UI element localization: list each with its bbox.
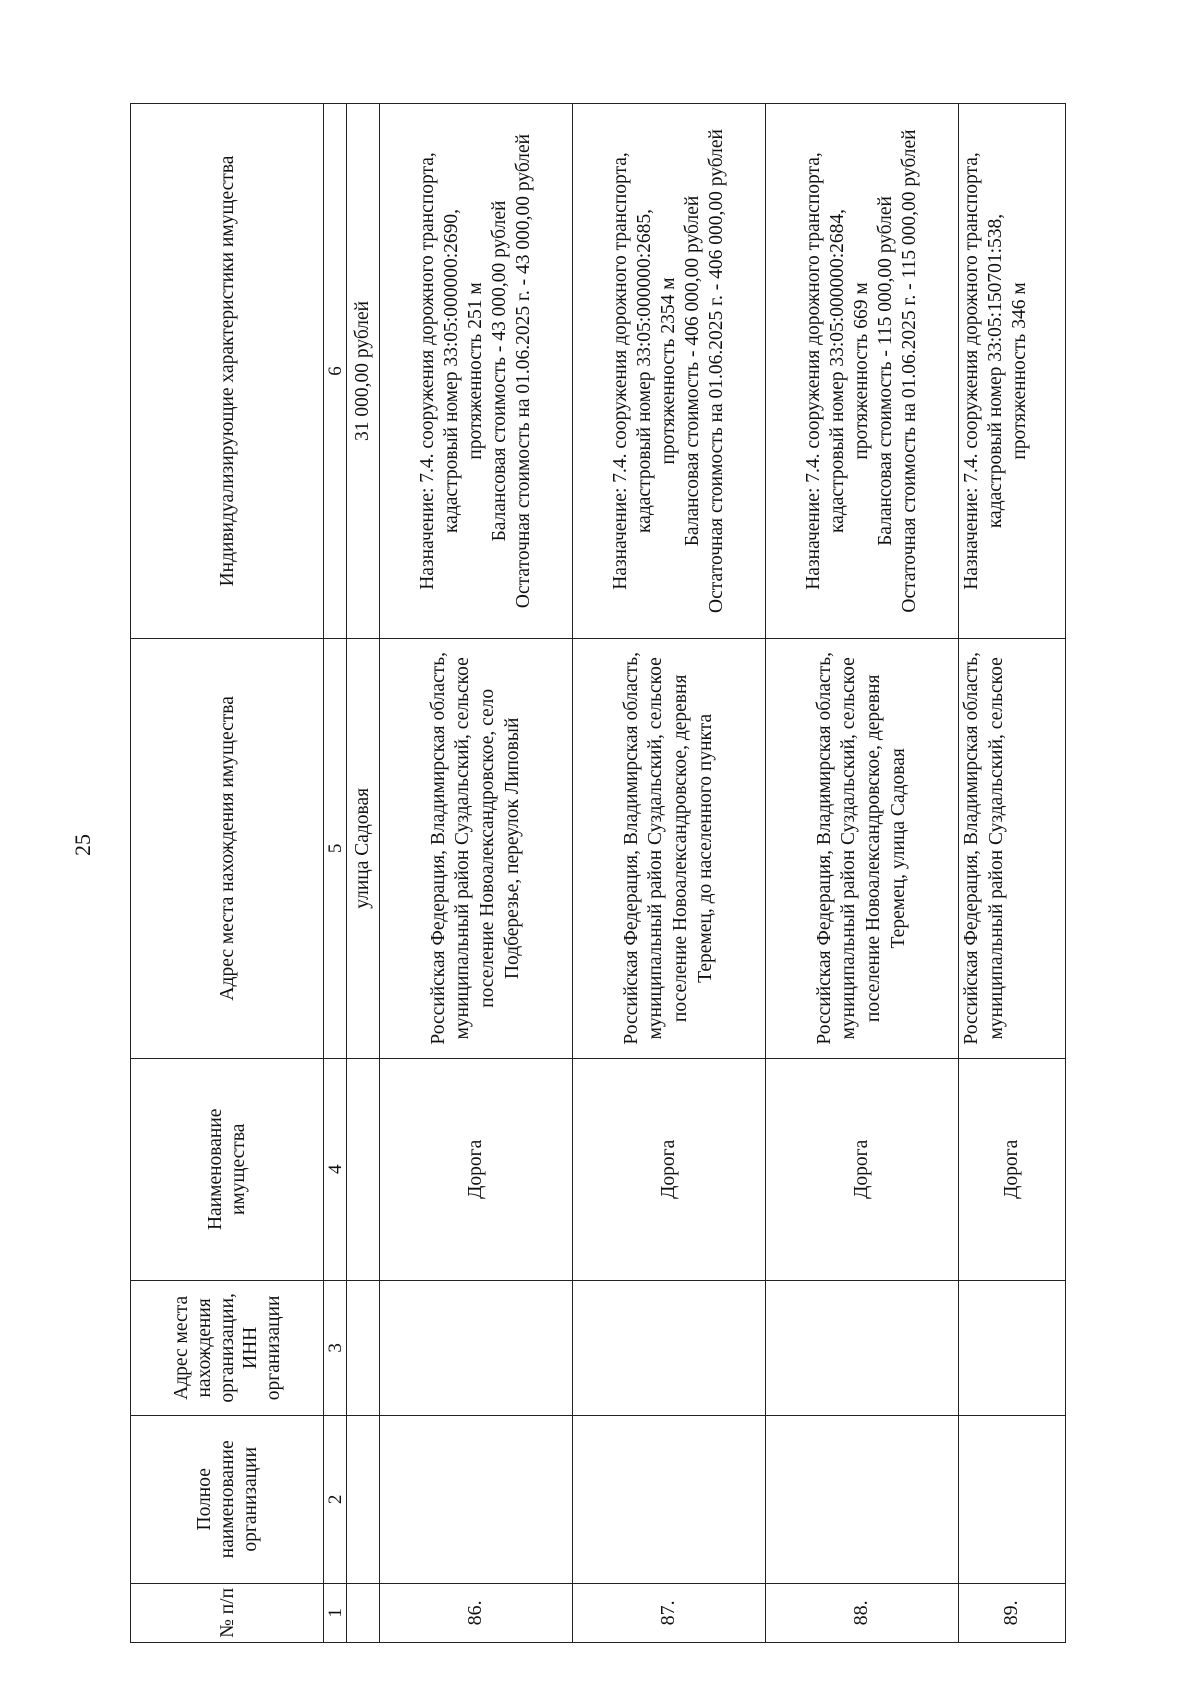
header-characteristics: Индивидуализирующие характеристики имущества — [131, 104, 324, 639]
purpose-line: Назначение: 7.4. сооружения дорожного транспорта, — [416, 152, 438, 590]
property-name-cell: Дорога — [959, 1058, 1066, 1280]
org-name-cell — [380, 1415, 573, 1583]
row-number: 89. — [959, 1583, 1066, 1642]
page-number: 25 — [70, 834, 95, 856]
org-address-cell — [959, 1280, 1066, 1415]
purpose-line: Назначение: 7.4. сооружения дорожного транспорта, — [961, 152, 982, 590]
header-org-address: Адрес места нахождения организации, ИНН организации — [131, 1280, 324, 1415]
org-name-cell — [766, 1415, 959, 1583]
table-row — [959, 104, 1066, 1643]
purpose-line: Назначение: 7.4. сооружения дорожного транспорта, — [609, 152, 631, 590]
property-name-cell: Дорога — [766, 1058, 959, 1280]
characteristics-cell — [959, 104, 1066, 639]
property-address-cell: Российская Федерация, Владимирская область, муниципальный район Суздальский, сельское поселение Новоалександровское, село Подберезье, переулок Липовый — [380, 638, 573, 1058]
header-num: № п/п — [131, 1583, 324, 1642]
table-viewport — [130, 103, 1130, 1643]
cadastral-line: кадастровый номер 33:05:000000:2684, — [826, 208, 848, 533]
property-table — [130, 103, 1066, 1643]
property-name-cell: Дорога — [573, 1058, 766, 1280]
purpose-line: Назначение: 7.4. сооружения дорожного транспорта, — [802, 152, 824, 590]
length-line: протяженность 669 м — [850, 282, 872, 460]
property-address-cell: Российская Федерация, Владимирская область, муниципальный район Суздальский, сельское поселение Новоалександровское, деревня Теремец, до населенного пункта — [573, 638, 766, 1058]
length-line: протяженность 2354 м — [657, 277, 679, 465]
row-number: 88. — [766, 1583, 959, 1642]
characteristics-cell — [766, 104, 959, 639]
table-row — [380, 104, 573, 1643]
org-name-cell — [959, 1415, 1066, 1583]
residual-line: Остаточная стоимость на 01.06.2025 г. - 115 000,00 рублей — [899, 129, 921, 613]
cadastral-line: кадастровый номер 33:05:150701:538, — [985, 213, 1007, 529]
cell-empty — [347, 1415, 380, 1583]
org-address-cell — [380, 1280, 573, 1415]
column-number: 6 — [324, 104, 347, 639]
column-number: 4 — [324, 1058, 347, 1280]
row-number: 86. — [380, 1583, 573, 1642]
cadastral-line: кадастровый номер 33:05:000000:2690, — [440, 208, 462, 533]
balance-line: Балансовая стоимость - 406 000,00 рублей — [682, 195, 704, 547]
continuation-address: улица Садовая — [347, 638, 380, 1058]
continuation-characteristics: 31 000,00 рублей — [347, 104, 380, 639]
header-property-address: Адрес места нахождения имущества — [131, 638, 324, 1058]
org-address-cell — [766, 1280, 959, 1415]
header-property-name: Наименование имущества — [131, 1058, 324, 1280]
header-row — [131, 104, 324, 1643]
residual-line: Остаточная стоимость на 01.06.2025 г. - 43 000,00 рублей — [513, 133, 535, 609]
cell-empty — [347, 1583, 380, 1642]
residual-line: Остаточная стоимость на 01.06.2025 г. - 406 000,00 рублей — [706, 129, 728, 613]
balance-line: Балансовая стоимость - 43 000,00 рублей — [489, 200, 511, 542]
org-name-cell — [573, 1415, 766, 1583]
cell-empty — [347, 1058, 380, 1280]
characteristics-cell — [380, 104, 573, 639]
column-number: 2 — [324, 1415, 347, 1583]
org-address-cell — [573, 1280, 766, 1415]
length-line: протяженность 346 м — [1009, 282, 1031, 460]
cell-empty — [347, 1280, 380, 1415]
table-row — [573, 104, 766, 1643]
continuation-row — [347, 104, 380, 1643]
property-address-cell: Российская Федерация, Владимирская область, муниципальный район Суздальский, сельское поселение Новоалександровское, деревня Теремец, улица Садовая — [766, 638, 959, 1058]
column-number: 1 — [324, 1583, 347, 1642]
table-rotated-container — [130, 103, 1130, 1643]
table-row — [766, 104, 959, 1643]
column-number: 5 — [324, 638, 347, 1058]
column-number: 3 — [324, 1280, 347, 1415]
header-org-name: Полное наименование организации — [131, 1415, 324, 1583]
balance-line: Балансовая стоимость - 115 000,00 рублей — [875, 196, 897, 546]
cadastral-line: кадастровый номер 33:05:000000:2685, — [633, 208, 655, 533]
characteristics-cell — [573, 104, 766, 639]
column-number-row — [324, 104, 347, 1643]
length-line: протяженность 251 м — [464, 282, 486, 460]
property-name-cell: Дорога — [380, 1058, 573, 1280]
row-number: 87. — [573, 1583, 766, 1642]
property-address-cell: Российская Федерация, Владимирская область, муниципальный район Суздальский, сельское — [959, 638, 1066, 1058]
